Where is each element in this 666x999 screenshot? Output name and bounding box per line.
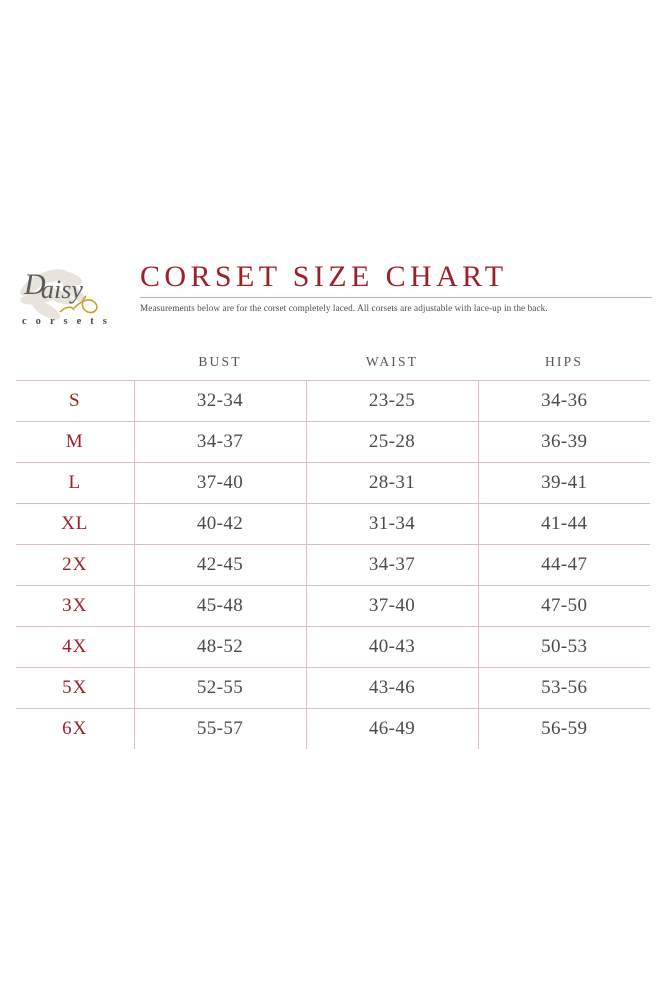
cell-size: 4X (16, 627, 134, 668)
table-row (16, 422, 650, 463)
title-divider (140, 297, 652, 298)
cell-waist: 34-37 (306, 545, 478, 586)
cell-hips: 34-36 (478, 381, 650, 422)
cell-hips: 39-41 (478, 463, 650, 504)
cell-size: M (16, 422, 134, 463)
cell-bust: 40-42 (134, 504, 306, 545)
cell-bust: 34-37 (134, 422, 306, 463)
column-header-bust: BUST (134, 344, 306, 381)
cell-size: XL (16, 504, 134, 545)
table-row (16, 545, 650, 586)
table-row (16, 586, 650, 627)
cell-size: 3X (16, 586, 134, 627)
cell-bust: 37-40 (134, 463, 306, 504)
chart-header (0, 248, 666, 344)
cell-size: S (16, 381, 134, 422)
cell-hips: 44-47 (478, 545, 650, 586)
column-header-hips: HIPS (478, 344, 650, 381)
brand-logo (8, 254, 140, 344)
cell-waist: 40-43 (306, 627, 478, 668)
chart-subtitle: Measurements below are for the corset completely laced. All corsets are adjustable with lace-up in the back. (140, 303, 548, 313)
cell-hips: 36-39 (478, 422, 650, 463)
table-row (16, 668, 650, 709)
cell-waist: 37-40 (306, 586, 478, 627)
column-header-size (16, 344, 134, 381)
cell-waist: 46-49 (306, 709, 478, 750)
table-header-row (16, 344, 650, 381)
cell-bust: 32-34 (134, 381, 306, 422)
cell-hips: 53-56 (478, 668, 650, 709)
column-header-waist: WAIST (306, 344, 478, 381)
cell-hips: 47-50 (478, 586, 650, 627)
table-row (16, 381, 650, 422)
cell-hips: 50-53 (478, 627, 650, 668)
title-block (140, 260, 658, 313)
svg-text:D: D (24, 268, 46, 301)
cell-bust: 42-45 (134, 545, 306, 586)
cell-hips: 56-59 (478, 709, 650, 750)
cell-size: L (16, 463, 134, 504)
size-chart-container (0, 248, 666, 749)
cell-size: 6X (16, 709, 134, 750)
table-row (16, 709, 650, 750)
table-header (16, 344, 650, 381)
cell-bust: 52-55 (134, 668, 306, 709)
cell-bust: 48-52 (134, 627, 306, 668)
cell-size: 2X (16, 545, 134, 586)
svg-text:aisy: aisy (41, 275, 83, 304)
cell-size: 5X (16, 668, 134, 709)
table-row (16, 463, 650, 504)
table-row (16, 627, 650, 668)
size-chart-table (16, 344, 650, 749)
cell-waist: 43-46 (306, 668, 478, 709)
cell-waist: 31-34 (306, 504, 478, 545)
table-row (16, 504, 650, 545)
cell-waist: 23-25 (306, 381, 478, 422)
page-title: CORSET SIZE CHART (140, 260, 508, 293)
table-body (16, 381, 650, 750)
cell-waist: 28-31 (306, 463, 478, 504)
cell-hips: 41-44 (478, 504, 650, 545)
cell-waist: 25-28 (306, 422, 478, 463)
daisy-flower-logo-icon (8, 254, 140, 344)
cell-bust: 45-48 (134, 586, 306, 627)
cell-bust: 55-57 (134, 709, 306, 750)
brand-wordmark: c o r s e t s (22, 316, 111, 327)
